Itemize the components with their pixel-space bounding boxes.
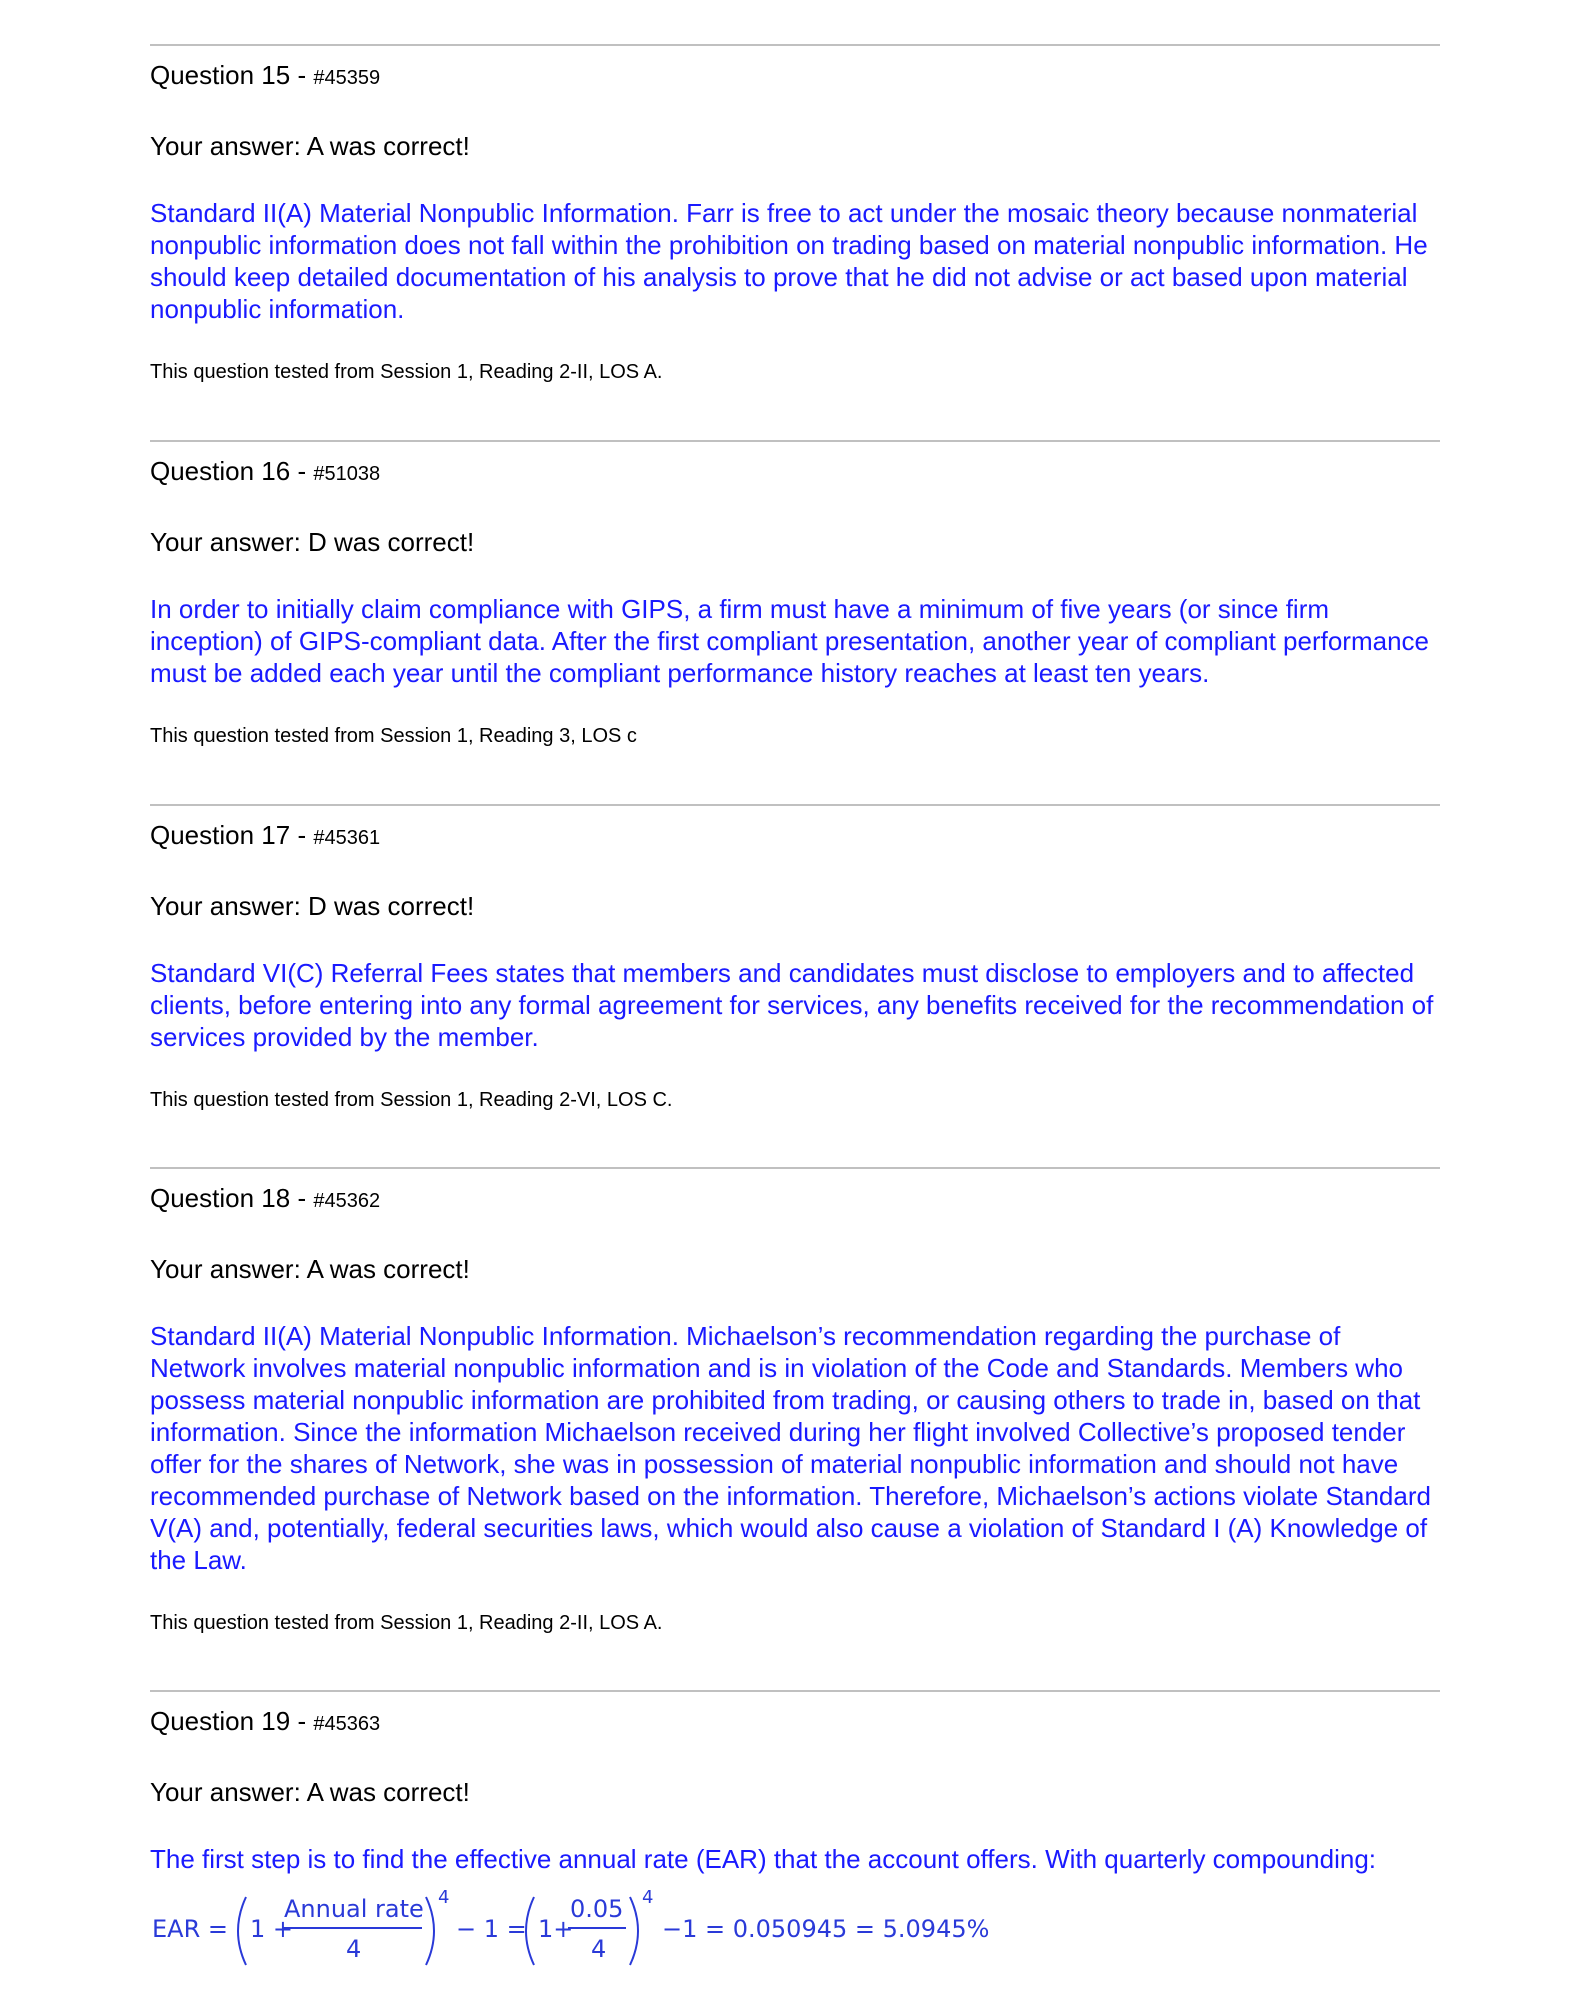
answer-result: Your answer: A was correct!: [150, 131, 470, 161]
question-title: Question 15: [150, 60, 291, 90]
tested-from-note: This question tested from Session 1, Reading 2-II, LOS A.: [150, 1612, 663, 1634]
answer-result: Your answer: D was correct!: [150, 527, 475, 557]
answer-result: Your answer: A was correct!: [150, 1254, 470, 1284]
formula-denominator-a: 4: [346, 1935, 362, 1963]
question-header: [150, 1183, 1440, 1216]
question-title: Question 19: [150, 1706, 291, 1736]
tested-from-note: This question tested from Session 1, Reading 3, LOS c: [150, 725, 637, 747]
formula-exponent-a: 4: [438, 1887, 450, 1908]
question-block-19: [150, 1690, 1440, 1967]
divider: [150, 1690, 1440, 1692]
question-id: #45361: [313, 827, 381, 849]
question-block-18: [150, 1167, 1440, 1636]
question-header: [150, 60, 1440, 93]
divider: [150, 1167, 1440, 1169]
question-id: #45362: [313, 1190, 381, 1212]
formula-one-plus-a: 1 +: [250, 1915, 294, 1943]
explanation-text: In order to initially claim compliance with GIPS, a firm must have a minimum of five years (or since firm inception) of GIPS-compliant data. After the first compliant presentation, another year of compliant performance must be added each year until the compliant performance history reaches at least ten years.: [150, 594, 1429, 688]
ear-formula: [150, 1887, 1440, 1967]
question-block-15: [150, 44, 1440, 385]
question-id: #45359: [313, 67, 381, 89]
explanation-text: Standard VI(C) Referral Fees states that members and candidates must disclose to employers and to affected clients, before entering into any formal agreement for services, any benefits received for the recommendation of services provided by the member.: [150, 958, 1434, 1052]
explanation-text: Standard II(A) Material Nonpublic Information. Michaelson’s recommendation regarding the purchase of Network involves material nonpublic information and is in violation of the Code and Standards. Members who possess material nonpublic information are prohibited from trading, or causing others to trade in, based on that information. Since the information Michaelson received during her flight involved Collective’s proposed tender offer for the shares of Network, she was in possession of material nonpublic information and should not have recommended purchase of Network based on the information. Therefore, Michaelson’s actions violate Standard V(A) and, potentially, federal securities laws, which would also cause a violation of Standard I (A) Knowledge of the Law.: [150, 1321, 1431, 1575]
question-id: #45363: [313, 1713, 381, 1735]
paren-left-a: [238, 1897, 246, 1965]
formula-result: −1 = 0.050945 = 5.0945%: [662, 1915, 990, 1943]
paren-right-b: [630, 1897, 638, 1965]
question-title: Question 18: [150, 1183, 291, 1213]
question-separator: -: [290, 1183, 314, 1213]
question-title: Question 16: [150, 456, 291, 486]
question-separator: -: [290, 456, 314, 486]
ear-formula-graphic: [150, 1887, 1150, 1971]
answer-result: Your answer: A was correct!: [150, 1777, 470, 1807]
question-title: Question 17: [150, 820, 291, 850]
formula-lhs: EAR =: [152, 1915, 228, 1943]
divider: [150, 44, 1440, 46]
formula-numerator-b: 0.05: [570, 1895, 624, 1923]
question-separator: -: [290, 1706, 314, 1736]
explanation-text: Standard II(A) Material Nonpublic Information. Farr is free to act under the mosaic theory because nonmaterial nonpublic information does not fall within the prohibition on trading based on material nonpublic information. He should keep detailed documentation of his analysis to prove that he did not advise or act based upon material nonpublic information.: [150, 198, 1428, 324]
divider: [150, 804, 1440, 806]
tested-from-note: This question tested from Session 1, Reading 2-II, LOS A.: [150, 361, 663, 383]
question-id: #51038: [313, 463, 381, 485]
formula-exponent-b: 4: [642, 1887, 654, 1908]
question-block-17: [150, 804, 1440, 1113]
question-header: [150, 820, 1440, 853]
formula-minus-one-eq: − 1 =: [456, 1915, 527, 1943]
paren-left-b: [526, 1897, 534, 1965]
formula-numerator-a: Annual rate: [284, 1895, 424, 1923]
divider: [150, 440, 1440, 442]
formula-one-plus-b: 1+: [538, 1915, 574, 1943]
formula-denominator-b: 4: [591, 1935, 607, 1963]
question-header: [150, 1706, 1440, 1739]
question-separator: -: [290, 820, 314, 850]
question-separator: -: [290, 60, 314, 90]
tested-from-note: This question tested from Session 1, Reading 2-VI, LOS C.: [150, 1089, 673, 1111]
paren-right-a: [426, 1897, 434, 1965]
question-header: [150, 456, 1440, 489]
explanation-text: The first step is to find the effective annual rate (EAR) that the account offers. With quarterly compounding:: [150, 1844, 1377, 1874]
question-block-16: [150, 440, 1440, 749]
answer-result: Your answer: D was correct!: [150, 891, 475, 921]
